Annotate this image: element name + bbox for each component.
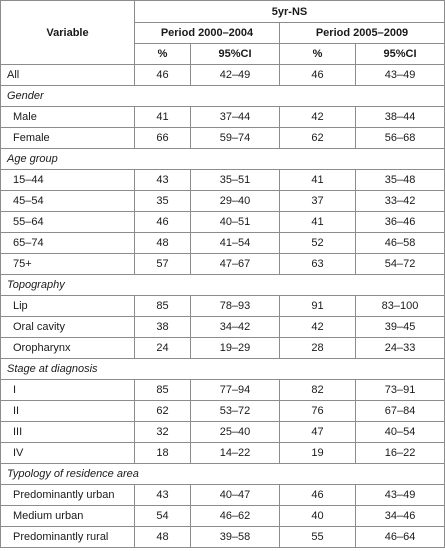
ci-2000-2004: 37–44: [191, 107, 280, 128]
row-label: Predominantly urban: [1, 485, 135, 506]
5yr-ns-header: 5yr-NS: [135, 1, 445, 23]
ci-2000-2004: 29–40: [191, 191, 280, 212]
ci-2005-2009: 40–54: [356, 422, 445, 443]
section-label: Typology of residence area: [1, 464, 445, 485]
ci-2000-2004: 47–67: [191, 254, 280, 275]
table-row: [1, 443, 445, 464]
pct-2005-2009: 41: [280, 212, 356, 233]
pct-2005-2009: 41: [280, 170, 356, 191]
ci-2005-2009: 67–84: [356, 401, 445, 422]
row-label: 75+: [1, 254, 135, 275]
header-row-1: [1, 1, 445, 23]
pct-2000-2004: 43: [135, 170, 191, 191]
row-label: Female: [1, 128, 135, 149]
pct-2005-2009: 46: [280, 65, 356, 86]
pct-2005-2009: 63: [280, 254, 356, 275]
ci-2005-2009: 43–49: [356, 485, 445, 506]
pct-2005-2009: 46: [280, 485, 356, 506]
row-label: Lip: [1, 296, 135, 317]
ci-2005-2009: 73–91: [356, 380, 445, 401]
pct-2000-2004: 62: [135, 401, 191, 422]
ci-2000-2004: 78–93: [191, 296, 280, 317]
ci-2000-2004: 40–47: [191, 485, 280, 506]
table-row: [1, 338, 445, 359]
ci-2000-2004: 35–51: [191, 170, 280, 191]
table-row: [1, 527, 445, 548]
section-label: Stage at diagnosis: [1, 359, 445, 380]
table-row: [1, 317, 445, 338]
pct-2005-2009: 82: [280, 380, 356, 401]
ci-2005-2009: 36–46: [356, 212, 445, 233]
pct-2000-2004: 38: [135, 317, 191, 338]
pct-2005-2009: 42: [280, 107, 356, 128]
row-label: IV: [1, 443, 135, 464]
ci-2000-2004: 42–49: [191, 65, 280, 86]
row-label: I: [1, 380, 135, 401]
ci-2005-2009: 33–42: [356, 191, 445, 212]
row-label: Male: [1, 107, 135, 128]
table-row: [1, 401, 445, 422]
section-label: Age group: [1, 149, 445, 170]
ci-header: 95%CI: [356, 44, 445, 65]
row-label: Oral cavity: [1, 317, 135, 338]
ci-2005-2009: 38–44: [356, 107, 445, 128]
ci-2005-2009: 24–33: [356, 338, 445, 359]
row-label: III: [1, 422, 135, 443]
section-row: [1, 359, 445, 380]
pct-2000-2004: 41: [135, 107, 191, 128]
pct-2000-2004: 46: [135, 212, 191, 233]
row-label: 45–54: [1, 191, 135, 212]
section-label: Topography: [1, 275, 445, 296]
section-row: [1, 275, 445, 296]
pct-2000-2004: 54: [135, 506, 191, 527]
ci-2000-2004: 41–54: [191, 233, 280, 254]
pct-2005-2009: 55: [280, 527, 356, 548]
pct-header: %: [135, 44, 191, 65]
row-label: 55–64: [1, 212, 135, 233]
row-label: II: [1, 401, 135, 422]
period-1-header: Period 2000–2004: [135, 23, 280, 44]
table-row: [1, 422, 445, 443]
ci-2000-2004: 34–42: [191, 317, 280, 338]
ci-2000-2004: 46–62: [191, 506, 280, 527]
ci-2005-2009: 43–49: [356, 65, 445, 86]
section-row: [1, 464, 445, 485]
pct-2005-2009: 37: [280, 191, 356, 212]
table-row: [1, 212, 445, 233]
ci-2000-2004: 14–22: [191, 443, 280, 464]
table-row: [1, 65, 445, 86]
ci-2000-2004: 59–74: [191, 128, 280, 149]
pct-2005-2009: 28: [280, 338, 356, 359]
ci-2005-2009: 16–22: [356, 443, 445, 464]
pct-2005-2009: 42: [280, 317, 356, 338]
ci-2005-2009: 39–45: [356, 317, 445, 338]
pct-2000-2004: 46: [135, 65, 191, 86]
pct-header: %: [280, 44, 356, 65]
pct-2000-2004: 24: [135, 338, 191, 359]
pct-2005-2009: 62: [280, 128, 356, 149]
ci-2000-2004: 77–94: [191, 380, 280, 401]
row-label: 15–44: [1, 170, 135, 191]
pct-2005-2009: 40: [280, 506, 356, 527]
period-2-header: Period 2005–2009: [280, 23, 445, 44]
row-label: Medium urban: [1, 506, 135, 527]
ci-2005-2009: 46–64: [356, 527, 445, 548]
pct-2005-2009: 52: [280, 233, 356, 254]
ci-2005-2009: 54–72: [356, 254, 445, 275]
table-row: [1, 296, 445, 317]
table-body: [1, 65, 445, 548]
pct-2000-2004: 18: [135, 443, 191, 464]
pct-2000-2004: 66: [135, 128, 191, 149]
ci-2005-2009: 35–48: [356, 170, 445, 191]
ci-2005-2009: 83–100: [356, 296, 445, 317]
table-row: [1, 485, 445, 506]
table-row: [1, 254, 445, 275]
row-label: 65–74: [1, 233, 135, 254]
row-label: All: [1, 65, 135, 86]
pct-2005-2009: 19: [280, 443, 356, 464]
pct-2000-2004: 85: [135, 296, 191, 317]
ci-2000-2004: 40–51: [191, 212, 280, 233]
row-label: Predominantly rural: [1, 527, 135, 548]
section-row: [1, 149, 445, 170]
ci-2005-2009: 34–46: [356, 506, 445, 527]
pct-2000-2004: 35: [135, 191, 191, 212]
ci-2005-2009: 56–68: [356, 128, 445, 149]
pct-2000-2004: 85: [135, 380, 191, 401]
pct-2005-2009: 91: [280, 296, 356, 317]
pct-2000-2004: 48: [135, 527, 191, 548]
ci-2000-2004: 25–40: [191, 422, 280, 443]
ci-2000-2004: 53–72: [191, 401, 280, 422]
pct-2000-2004: 48: [135, 233, 191, 254]
table-row: [1, 107, 445, 128]
pct-2005-2009: 76: [280, 401, 356, 422]
ci-2000-2004: 19–29: [191, 338, 280, 359]
table-header: [1, 1, 445, 65]
ci-2005-2009: 46–58: [356, 233, 445, 254]
table-row: [1, 380, 445, 401]
section-label: Gender: [1, 86, 445, 107]
table-row: [1, 191, 445, 212]
table-row: [1, 170, 445, 191]
variable-header: Variable: [1, 1, 135, 65]
table-row: [1, 233, 445, 254]
pct-2000-2004: 57: [135, 254, 191, 275]
pct-2000-2004: 43: [135, 485, 191, 506]
table-row: [1, 128, 445, 149]
table-row: [1, 506, 445, 527]
ci-header: 95%CI: [191, 44, 280, 65]
ci-2000-2004: 39–58: [191, 527, 280, 548]
pct-2005-2009: 47: [280, 422, 356, 443]
row-label: Oropharynx: [1, 338, 135, 359]
pct-2000-2004: 32: [135, 422, 191, 443]
section-row: [1, 86, 445, 107]
